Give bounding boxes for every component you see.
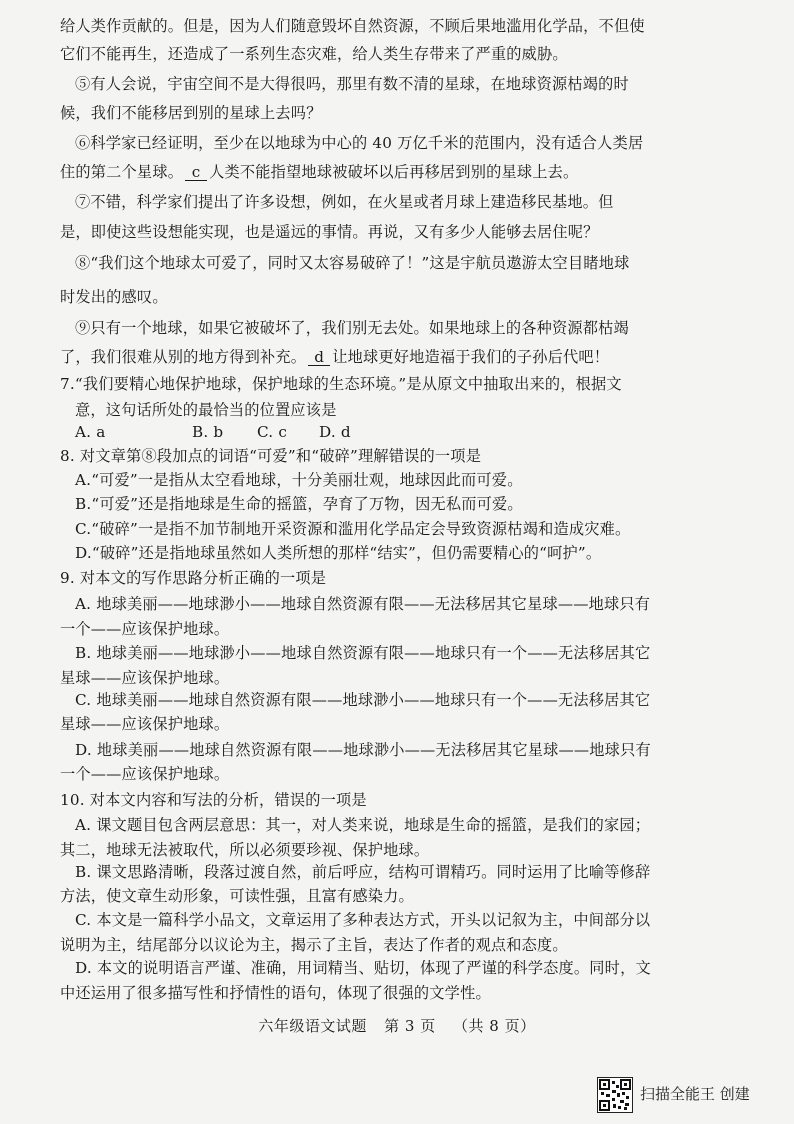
question-10-option-a-cont: 其二，地球无法被取代，所以必须要珍视、保护地球。 (60, 841, 430, 859)
question-10-option-c[interactable]: C. 本文是一篇科学小品文，文章运用了多种表达方式，开头以记叙为主，中间部分以 (75, 911, 651, 929)
passage-text: 人类不能指望地球被破坏以后再移居到别的星球上去。 (209, 163, 579, 181)
question-9-option-a[interactable]: A. 地球美丽——地球渺小——地球自然资源有限——无法移居其它星球——地球只有 (75, 595, 651, 613)
passage-line: 是，即使这些设想能实现，也是遥远的事情。再说，又有多少人能够去居住呢？ (60, 223, 599, 241)
question-9-option-b-cont: 星球——应该保护地球。 (60, 669, 230, 687)
question-10-option-d-cont: 中还运用了很多描写性和抒情性的语句，体现了很强的文学性。 (60, 984, 491, 1002)
passage-line: 候，我们不能移居到别的星球上去吗？ (60, 104, 322, 122)
question-10-option-b[interactable]: B. 课文思路清晰，段落过渡自然，前后呼应，结构可谓精巧。同时运用了比喻等修辞 (75, 863, 651, 881)
answer-blank-d: d (308, 349, 330, 366)
passage-line (60, 347, 609, 367)
passage-text: 住的第二个星球。 (60, 163, 184, 181)
question-8-stem: 8. 对文章第⑧段加点的词语“可爱”和“破碎”理解错误的一项是 (60, 447, 482, 465)
question-10-option-b-cont: 方法，使文章生动形象，可读性强，且富有感染力。 (60, 887, 414, 905)
question-7-option-c[interactable]: C. c (257, 423, 288, 441)
question-9-option-a-cont: 一个——应该保护地球。 (60, 620, 230, 638)
passage-line: 它们不能再生，还造成了一系列生态灾难，给人类生存带来了严重的威胁。 (60, 45, 568, 63)
question-7-option-a[interactable]: A. a (75, 423, 106, 441)
question-8-option-c[interactable]: C.“破碎”一是指不加节制地开采资源和滥用化学品定会导致资源枯竭和造成灾难。 (75, 520, 631, 538)
qr-code-icon (597, 1077, 633, 1113)
question-9-option-b[interactable]: B. 地球美丽——地球渺小——地球自然资源有限——地球只有一个——无法移居其它 (75, 644, 651, 662)
question-8-option-a[interactable]: A.“可爱”一是指从太空看地球，十分美丽壮观，地球因此而可爱。 (75, 471, 523, 489)
footer-total-pages: （共 8 页） (453, 1017, 536, 1035)
question-9-option-d-cont: 一个——应该保护地球。 (60, 765, 230, 783)
passage-line: ⑤有人会说，宇宙空间不是大得很吗，那里有数不清的星球，在地球资源枯竭的时 (75, 75, 629, 93)
passage-line: 时发出的感叹。 (60, 288, 168, 306)
question-8-option-b[interactable]: B.“可爱”还是指地球是生命的摇篮，孕育了万物，因无私而可爱。 (75, 495, 523, 513)
question-7-option-b[interactable]: B. b (192, 423, 224, 441)
answer-blank-c: c (185, 164, 207, 181)
question-7-option-d[interactable]: D. d (319, 423, 351, 441)
question-9-stem: 9. 对本文的写作思路分析正确的一项是 (60, 569, 327, 587)
question-9-option-c[interactable]: C. 地球美丽——地球自然资源有限——地球渺小——地球只有一个——无法移居其它 (75, 691, 651, 709)
footer-page-number: 第 3 页 (384, 1017, 436, 1035)
question-10-stem: 10. 对本文内容和写法的分析，错误的一项是 (60, 791, 367, 809)
question-7-stem: 意，这句话所处的最恰当的位置应该是 (75, 401, 337, 419)
passage-text: 让地球更好地造福于我们的子孙后代吧！ (332, 348, 610, 366)
passage-line: ⑦不错，科学家们提出了许多设想，例如，在火星或者月球上建造移民基地。但 (75, 193, 614, 211)
question-10-option-c-cont: 说明为主，结尾部分以议论为主，揭示了主旨，表达了作者的观点和态度。 (60, 936, 568, 954)
question-9-option-d[interactable]: D. 地球美丽——地球自然资源有限——地球渺小——无法移居其它星球——地球只有 (75, 741, 651, 759)
question-10-option-d[interactable]: D. 本文的说明语言严谨、准确，用词精当、贴切，体现了严谨的科学态度。同时，文 (75, 959, 651, 977)
passage-text: 了，我们很难从别的地方得到补充。 (60, 348, 307, 366)
question-9-option-c-cont: 星球——应该保护地球。 (60, 715, 230, 733)
passage-line: 给人类作贡献的。但是，因为人们随意毁坏自然资源，不顾后果地滥用化学品，不但使 (60, 17, 645, 35)
footer-subject: 六年级语文试题 (258, 1017, 367, 1035)
question-7-stem: 7.“我们要精心地保护地球，保护地球的生态环境。”是从原文中抽取出来的，根据文 (60, 375, 622, 393)
passage-line: ⑥科学家已经证明，至少在以地球为中心的 40 万亿千米的范围内，没有适合人类居 (75, 134, 644, 152)
passage-line: ⑧“我们这个地球太可爱了，同时又太容易破碎了！”这是宇航员遨游太空目睹地球 (75, 254, 630, 272)
scanner-watermark: 扫描全能王 创建 (640, 1085, 750, 1103)
question-8-option-d[interactable]: D.“破碎”还是指地球虽然如人类所想的那样“结实”，但仍需要精心的“呵护”。 (75, 544, 602, 562)
passage-line: ⑨只有一个地球，如果它被破坏了，我们别无去处。如果地球上的各种资源都枯竭 (75, 319, 629, 337)
passage-line (60, 162, 578, 182)
page-footer (0, 1015, 794, 1036)
question-10-option-a[interactable]: A. 课文题目包含两层意思：其一，对人类来说，地球是生命的摇篮，是我们的家园； (75, 816, 651, 834)
